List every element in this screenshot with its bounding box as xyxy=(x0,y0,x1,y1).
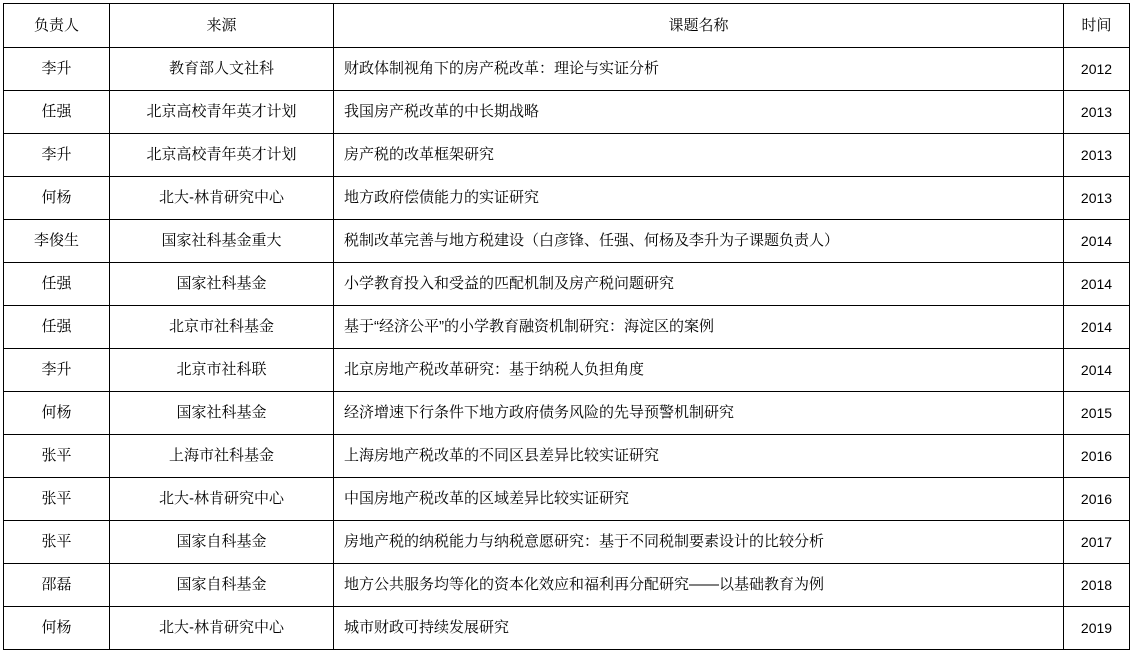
cell-source: 北京市社科联 xyxy=(110,349,334,392)
cell-owner: 李升 xyxy=(4,349,110,392)
table-row xyxy=(4,263,1130,306)
cell-source: 北京高校青年英才计划 xyxy=(110,91,334,134)
table-row xyxy=(4,48,1130,91)
cell-owner: 何杨 xyxy=(4,607,110,650)
cell-title: 地方政府偿债能力的实证研究 xyxy=(334,177,1064,220)
table-row xyxy=(4,220,1130,263)
cell-owner: 何杨 xyxy=(4,392,110,435)
cell-owner: 张平 xyxy=(4,521,110,564)
cell-year: 2014 xyxy=(1064,349,1130,392)
table-row xyxy=(4,521,1130,564)
column-header-owner: 负责人 xyxy=(4,4,110,48)
cell-title: 基于“经济公平”的小学教育融资机制研究：海淀区的案例 xyxy=(334,306,1064,349)
table-row xyxy=(4,134,1130,177)
cell-owner: 邵磊 xyxy=(4,564,110,607)
cell-owner: 李升 xyxy=(4,134,110,177)
cell-source: 教育部人文社科 xyxy=(110,48,334,91)
cell-title: 城市财政可持续发展研究 xyxy=(334,607,1064,650)
cell-title: 上海房地产税改革的不同区县差异比较实证研究 xyxy=(334,435,1064,478)
table-header-row xyxy=(4,4,1130,48)
cell-owner: 张平 xyxy=(4,478,110,521)
cell-year: 2013 xyxy=(1064,177,1130,220)
cell-year: 2018 xyxy=(1064,564,1130,607)
cell-source: 北京市社科基金 xyxy=(110,306,334,349)
cell-year: 2014 xyxy=(1064,306,1130,349)
cell-year: 2013 xyxy=(1064,91,1130,134)
cell-owner: 李俊生 xyxy=(4,220,110,263)
table-row xyxy=(4,177,1130,220)
cell-title: 房产税的改革框架研究 xyxy=(334,134,1064,177)
cell-year: 2016 xyxy=(1064,478,1130,521)
cell-owner: 任强 xyxy=(4,91,110,134)
cell-source: 国家自科基金 xyxy=(110,521,334,564)
table-row xyxy=(4,435,1130,478)
table-row xyxy=(4,478,1130,521)
cell-title: 地方公共服务均等化的资本化效应和福利再分配研究——以基础教育为例 xyxy=(334,564,1064,607)
table-row xyxy=(4,91,1130,134)
table-row xyxy=(4,392,1130,435)
cell-year: 2013 xyxy=(1064,134,1130,177)
cell-title: 经济增速下行条件下地方政府债务风险的先导预警机制研究 xyxy=(334,392,1064,435)
cell-owner: 张平 xyxy=(4,435,110,478)
cell-title: 小学教育投入和受益的匹配机制及房产税问题研究 xyxy=(334,263,1064,306)
table-row xyxy=(4,349,1130,392)
cell-year: 2019 xyxy=(1064,607,1130,650)
cell-source: 国家社科基金重大 xyxy=(110,220,334,263)
column-header-title: 课题名称 xyxy=(334,4,1064,48)
cell-year: 2016 xyxy=(1064,435,1130,478)
table-row xyxy=(4,564,1130,607)
cell-title: 税制改革完善与地方税建设（白彦锋、任强、何杨及李升为子课题负责人） xyxy=(334,220,1064,263)
cell-source: 国家社科基金 xyxy=(110,263,334,306)
cell-title: 中国房地产税改革的区域差异比较实证研究 xyxy=(334,478,1064,521)
cell-title: 房地产税的纳税能力与纳税意愿研究：基于不同税制要素设计的比较分析 xyxy=(334,521,1064,564)
cell-owner: 李升 xyxy=(4,48,110,91)
cell-title: 我国房产税改革的中长期战略 xyxy=(334,91,1064,134)
cell-year: 2017 xyxy=(1064,521,1130,564)
cell-source: 北大-林肯研究中心 xyxy=(110,177,334,220)
cell-title: 财政体制视角下的房产税改革：理论与实证分析 xyxy=(334,48,1064,91)
cell-source: 国家社科基金 xyxy=(110,392,334,435)
cell-source: 北大-林肯研究中心 xyxy=(110,478,334,521)
research-projects-table xyxy=(3,3,1130,650)
cell-owner: 任强 xyxy=(4,263,110,306)
column-header-source: 来源 xyxy=(110,4,334,48)
column-header-year: 时间 xyxy=(1064,4,1130,48)
cell-source: 北京高校青年英才计划 xyxy=(110,134,334,177)
cell-year: 2012 xyxy=(1064,48,1130,91)
cell-year: 2014 xyxy=(1064,263,1130,306)
table-row xyxy=(4,306,1130,349)
table-row xyxy=(4,607,1130,650)
cell-source: 国家自科基金 xyxy=(110,564,334,607)
cell-title: 北京房地产税改革研究：基于纳税人负担角度 xyxy=(334,349,1064,392)
cell-source: 北大-林肯研究中心 xyxy=(110,607,334,650)
cell-year: 2014 xyxy=(1064,220,1130,263)
cell-source: 上海市社科基金 xyxy=(110,435,334,478)
cell-owner: 何杨 xyxy=(4,177,110,220)
cell-year: 2015 xyxy=(1064,392,1130,435)
cell-owner: 任强 xyxy=(4,306,110,349)
